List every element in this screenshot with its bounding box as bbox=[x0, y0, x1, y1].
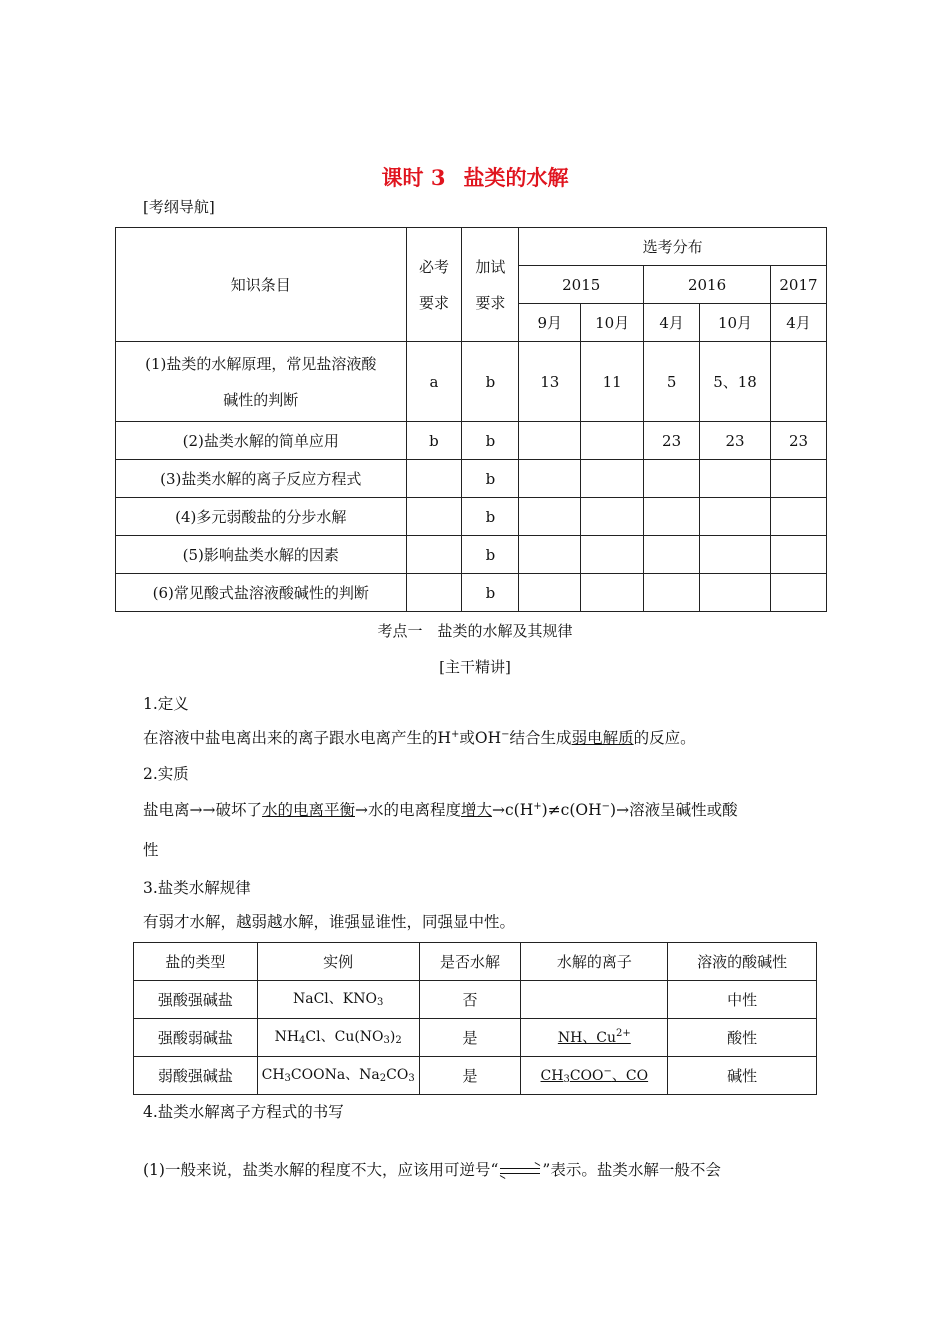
count-cell: 23 bbox=[770, 422, 826, 460]
count-cell bbox=[581, 498, 644, 536]
req-cell: b bbox=[406, 422, 462, 460]
month-cell: 4月 bbox=[770, 304, 826, 342]
heading-rules: 3.盐类水解规律 bbox=[143, 879, 251, 897]
month-cell: 9月 bbox=[519, 304, 581, 342]
extra-cell: b bbox=[462, 422, 519, 460]
item-cell: (3)盐类水解的离子反应方程式 bbox=[116, 460, 407, 498]
count-cell bbox=[770, 460, 826, 498]
header-cell: 实例 bbox=[257, 943, 419, 981]
count-cell bbox=[770, 536, 826, 574]
item-cell: (6)常见酸式盐溶液酸碱性的判断 bbox=[116, 574, 407, 612]
equation-text: (1)一般来说，盐类水解的程度不大，应该用可逆号“ ”表示。盐类水解一般不会 bbox=[143, 1161, 721, 1179]
table-row bbox=[116, 536, 827, 574]
hydrolysis-cell: 是 bbox=[419, 1019, 521, 1057]
count-cell: 5 bbox=[644, 342, 700, 422]
item-cell: (1)盐类的水解原理，常见盐溶液酸 碱性的判断 bbox=[116, 342, 407, 422]
extra-cell: b bbox=[462, 536, 519, 574]
count-cell: 13 bbox=[519, 342, 581, 422]
count-cell bbox=[700, 460, 771, 498]
item-cell: (4)多元弱酸盐的分步水解 bbox=[116, 498, 407, 536]
month-cell: 10月 bbox=[581, 304, 644, 342]
count-cell bbox=[644, 536, 700, 574]
count-cell bbox=[581, 536, 644, 574]
req-cell bbox=[406, 460, 462, 498]
essence-text: 盐电离→→破坏了水的电离平衡→水的电离程度增大→c(H+)≠c(OH−)→溶液呈碱性或酸 bbox=[143, 801, 738, 819]
type-cell: 弱酸强碱盐 bbox=[134, 1057, 258, 1095]
table-row bbox=[116, 574, 827, 612]
table-row bbox=[134, 981, 817, 1019]
count-cell bbox=[770, 342, 826, 422]
count-cell bbox=[519, 536, 581, 574]
type-cell: 强酸强碱盐 bbox=[134, 981, 258, 1019]
header-extra: 加试 要求 bbox=[462, 228, 519, 342]
count-cell: 11 bbox=[581, 342, 644, 422]
guide-label: [考纲导航] bbox=[143, 198, 215, 216]
example-cell: $CH_3COONa$、$Na_2CO_3$ bbox=[257, 1057, 419, 1095]
header-item: 知识条目 bbox=[116, 228, 407, 342]
count-cell bbox=[581, 422, 644, 460]
year-2015: 2015 bbox=[519, 266, 644, 304]
answer-underline: 弱电解质 bbox=[571, 729, 634, 747]
section-title: 考点一 盐类的水解及其规律 bbox=[377, 622, 573, 640]
answer-underline: 水的电离平衡 bbox=[261, 801, 355, 819]
year-2016: 2016 bbox=[644, 266, 771, 304]
count-cell bbox=[700, 498, 771, 536]
item-cell: (2)盐类水解的简单应用 bbox=[116, 422, 407, 460]
acidity-cell: 酸性 bbox=[668, 1019, 817, 1057]
hydrolysis-cell: 是 bbox=[419, 1057, 521, 1095]
count-cell bbox=[700, 536, 771, 574]
count-cell bbox=[581, 460, 644, 498]
ion-cell: $CH_3COO^-$、CO bbox=[521, 1057, 668, 1095]
req-cell: a bbox=[406, 342, 462, 422]
definition-text: 在溶液中盐电离出来的离子跟水电离产生的H+或OH−结合生成弱电解质的反应。 bbox=[143, 729, 696, 747]
table-row bbox=[116, 498, 827, 536]
count-cell bbox=[644, 460, 700, 498]
example-cell: NaCl、$KNO_3$ bbox=[257, 981, 419, 1019]
acidity-cell: 碱性 bbox=[668, 1057, 817, 1095]
table-row bbox=[116, 342, 827, 422]
answer-underline: 增大 bbox=[461, 801, 493, 819]
table-row bbox=[134, 1057, 817, 1095]
ion-cell bbox=[521, 981, 668, 1019]
month-cell: 4月 bbox=[644, 304, 700, 342]
ion-cell: NH、$Cu^{2+}$ bbox=[521, 1019, 668, 1057]
outline-table bbox=[115, 227, 827, 612]
rule-text: 有弱才水解，越弱越水解，谁强显谁性，同强显中性。 bbox=[143, 913, 516, 931]
extra-cell: b bbox=[462, 498, 519, 536]
req-cell bbox=[406, 536, 462, 574]
essence-text-cont: 性 bbox=[143, 841, 159, 859]
header-distribution: 选考分布 bbox=[519, 228, 827, 266]
example-cell: $NH_4Cl$、$Cu(NO_3)_2$ bbox=[257, 1019, 419, 1057]
count-cell bbox=[519, 460, 581, 498]
count-cell bbox=[519, 498, 581, 536]
hydrolysis-cell: 否 bbox=[419, 981, 521, 1019]
count-cell: 5、18 bbox=[700, 342, 771, 422]
acidity-cell: 中性 bbox=[668, 981, 817, 1019]
count-cell: 23 bbox=[700, 422, 771, 460]
header-cell: 是否水解 bbox=[419, 943, 521, 981]
extra-cell: b bbox=[462, 574, 519, 612]
count-cell bbox=[770, 498, 826, 536]
header-required: 必考 要求 bbox=[406, 228, 462, 342]
main-label: [主干精讲] bbox=[439, 658, 511, 676]
type-cell: 强酸弱碱盐 bbox=[134, 1019, 258, 1057]
heading-definition: 1.定义 bbox=[143, 695, 189, 713]
table-row bbox=[116, 460, 827, 498]
heading-equation: 4.盐类水解离子方程式的书写 bbox=[143, 1103, 344, 1121]
count-cell bbox=[519, 574, 581, 612]
req-cell bbox=[406, 574, 462, 612]
table-row bbox=[116, 422, 827, 460]
req-cell bbox=[406, 498, 462, 536]
page-title: 课时 3 盐类的水解 bbox=[381, 165, 569, 190]
rules-table bbox=[133, 942, 817, 1095]
count-cell: 23 bbox=[644, 422, 700, 460]
count-cell bbox=[644, 498, 700, 536]
count-cell bbox=[700, 574, 771, 612]
year-2017: 2017 bbox=[770, 266, 826, 304]
count-cell bbox=[644, 574, 700, 612]
table-row bbox=[134, 1019, 817, 1057]
item-cell: (5)影响盐类水解的因素 bbox=[116, 536, 407, 574]
header-cell: 溶液的酸碱性 bbox=[668, 943, 817, 981]
heading-essence: 2.实质 bbox=[143, 765, 189, 783]
count-cell bbox=[519, 422, 581, 460]
header-cell: 水解的离子 bbox=[521, 943, 668, 981]
extra-cell: b bbox=[462, 342, 519, 422]
extra-cell: b bbox=[462, 460, 519, 498]
reversible-arrow-icon bbox=[498, 1165, 542, 1177]
count-cell bbox=[581, 574, 644, 612]
count-cell bbox=[770, 574, 826, 612]
header-cell: 盐的类型 bbox=[134, 943, 258, 981]
month-cell: 10月 bbox=[700, 304, 771, 342]
